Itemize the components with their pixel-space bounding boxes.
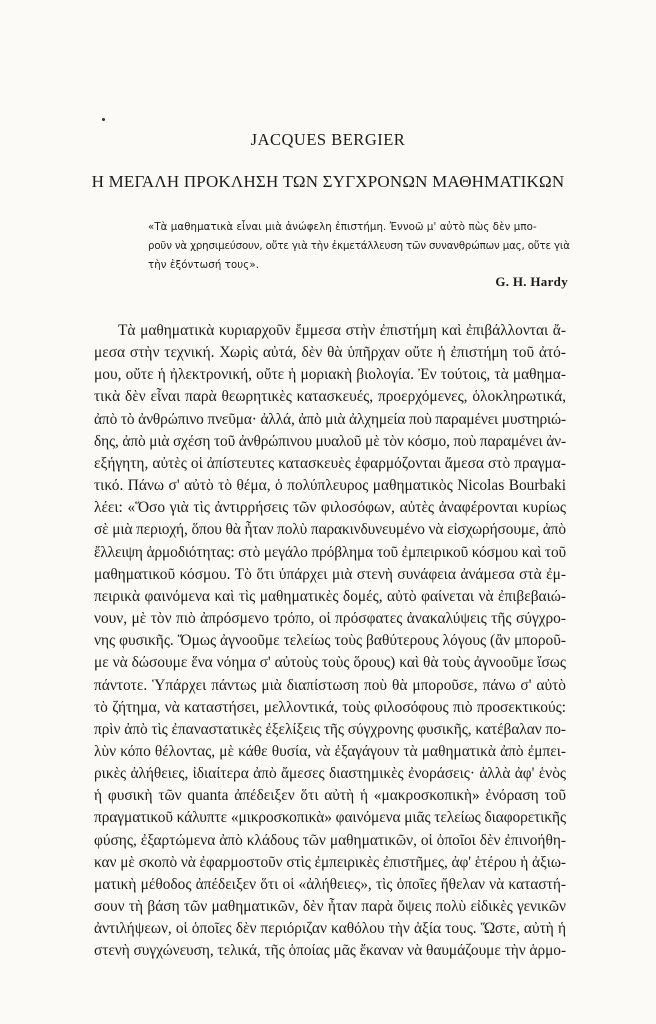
body-line: με νὰ δώσουμε ἕνα νόημα σ' αὐτοὺς τοὺς ὅρους) καὶ θὰ τοὺς ἀγνοοῦμε ἴσως [94, 654, 566, 672]
paragraph-first-line: Τὰ μαθηματικὰ κυριαρχοῦν ἔμμεσα στὴν ἐπιστήμη καὶ ἐπιβάλλονται ἄ- [118, 322, 566, 339]
body-text [94, 320, 566, 963]
epigraph-line: «Τὰ μαθηματικὰ εἶναι μιὰ ἀνώφελη ἐπιστήμη. Ἐννοῶ μ' αὐτὸ πὼς δὲν μπο- [148, 222, 537, 233]
body-line: ἀπὸ τὸ ἀνθρώπινο πνεῦμα· ἀλλά, ἀπὸ μιὰ ἀλχημεία ποὺ παραμένει μυστηριώ- [94, 410, 567, 428]
body-line: σουν τὴ βάση τῶν μαθηματικῶν, δὲν ἦταν παρὰ ὄψεις πολὺ εἰδικὲς γενικῶν [94, 898, 566, 916]
body-line: δης, ἀπὸ μιὰ σχέση τοῦ ἀνθρώπινου μυαλοῦ μὲ τὸν κόσμο, ποὺ παραμένει ἀν- [94, 432, 566, 450]
body-line: τικό. Πάνω σ' αὐτὸ τὸ θέμα, ὁ πολύπλευρος μαθηματικὸς Nicolas Bourbaki [94, 477, 566, 495]
body-line: σὲ μιὰ περιοχή, ὅπου θὰ ἦταν πολὺ παρακινδυνευμένο νὰ εἰσχωρήσουμε, ἀπὸ [94, 521, 567, 539]
body-line: πάντοτε. Ὑπάρχει πάντως μιὰ διαπίστωση ποὺ θὰ μποροῦσε, πάνω σ' αὐτὸ [94, 676, 566, 694]
body-line: νουν, μὲ τὸν πιὸ ἀπρόσμενο τρόπο, οἱ πρόσφατες ἀνακαλύψεις τῆς σύγχρο- [94, 610, 566, 628]
body-line: πειρικὰ φαινόμενα καὶ τὶς μαθηματικὲς δομές, αὐτὸ φαίνεται νὰ ἐπιβεβαιώ- [94, 587, 566, 605]
body-line: τικὰ δὲν εἶναι παρὰ θεωρητικὲς κατασκευές, προερχόμενες, ὁλοκληρωτικά, [94, 388, 566, 406]
article-title: Η ΜΕΓΑΛΗ ΠΡΟΚΛΗΣΗ ΤΩΝ ΣΥΓΧΡΟΝΩΝ ΜΑΘΗΜΑΤΙΚΩΝ [91, 172, 565, 191]
body-line: στενὴ συγχώνευση, τελικά, τῆς ὁποίας μᾶς ἔκαναν νὰ θαυμάζουμε τὴν ἁρμο- [94, 942, 567, 960]
print-speck [102, 118, 105, 121]
body-line: πραγματικοῦ κάλυπτε «μικροσκοπικὰ» φαινόμενα μιᾶς τελείως διαφορετικῆς [94, 809, 566, 827]
epigraph-line: ροῦν νὰ χρησιμεύσουν, οὔτε γιὰ τὴν ἐκμετάλλευση τῶν συνανθρώπων μας, οὔτε γιὰ [148, 241, 570, 252]
body-line: ἔλλειψη ἁρμοδιότητας: στὸ μεγάλο πρόβλημα τοῦ ἐμπειρικοῦ κόσμου καὶ τοῦ [94, 543, 567, 561]
body-line: ματικὴ μέθοδος ἀπέδειξεν ὅτι οἱ «ἀλήθειες», τὶς ὁποῖες ἤθελαν νὰ καταστή- [94, 875, 566, 893]
epigraph-attribution: G. H. Hardy [495, 274, 568, 289]
body-line: ἡ φυσικὴ τῶν quanta ἀπέδειξεν ὅτι αὐτὴ ἡ «μακροσκοπικὴ» ἐνόραση τοῦ [94, 787, 566, 805]
author-name: JACQUES BERGIER [250, 130, 406, 149]
body-line: μαθηματικοῦ κόσμου. Τὸ ὅτι ὑπάρχει μιὰ στενὴ συνάφεια ἀνάμεσα στὰ ἐμ- [94, 565, 566, 583]
body-line: λέει: «Ὅσο γιὰ τὶς ἀντιρρήσεις τῶν φιλοσόφων, αὐτὲς ἀναφέρονται κυρίως [94, 499, 566, 517]
epigraph-quote [148, 218, 570, 275]
body-line: λὺν κόπο θέλοντας, μὲ κάθε θυσία, νὰ ἐξαγάγουν τὰ μαθηματικὰ ἀπὸ ἐμπει- [94, 742, 566, 760]
body-line: καν μὲ σκοπὸ νὰ ἐφαρμοστοῦν στὶς ἐμπειρικὲς ἐπιστῆμες, ἀφ' ἑτέρου ἡ ἀξιω- [94, 853, 566, 871]
body-line: ἀντιλήψεων, οἱ ὁποῖες δὲν περιόριζαν καθόλου τὴν ἀξία τους. Ὥστε, αὐτὴ ἡ [94, 920, 566, 938]
body-line: μεσα στὴν τεχνική. Χωρὶς αὐτά, δὲν θὰ ὑπῆρχαν οὔτε ἡ ἐπιστήμη τοῦ ἀτό- [94, 344, 566, 362]
body-line: τὸ ζήτημα, νὰ καταστήσει, μελλοντικά, τοὺς φιλοσόφους πιὸ προσεκτικούς: [94, 698, 566, 716]
epigraph-line: τὴν ἐξόντωσή τους». [148, 260, 260, 271]
body-line: ρικὲς ἀλήθειες, ἰδιαίτερα ἀπὸ ἄμεσες διαστημικὲς ἐνοράσεις· ἀλλὰ ἀφ' ἑνὸς [94, 765, 566, 783]
body-line: πρὶν ἀπὸ τὶς ἐπαναστατικὲς ἐξελίξεις τῆς σύγχρονης φυσικῆς, κατέβαλαν πο- [94, 720, 567, 738]
body-line: εξήγητη, αὐτὲς οἱ ἀπίστευτες κατασκευὲς ἐφαρμόζονται ἄμεσα στὸ πραγμα- [94, 454, 566, 472]
body-line: φύσης, ἐξαρτώμενα ἀπὸ κλάδους τῶν μαθηματικῶν, οἱ ὁποῖοι δὲν ἐπινοήθη- [94, 831, 566, 849]
body-line: μου, οὔτε ἡ ἠλεκτρονική, οὔτε ἡ μοριακὴ βιολογία. Ἐν τούτοις, τὰ μαθημα- [94, 366, 566, 384]
body-line: νης φυσικῆς. Ὅμως ἀγνοοῦμε τελείως τοὺς βαθύτερους λόγους (ἂν μποροῦ- [94, 632, 566, 650]
